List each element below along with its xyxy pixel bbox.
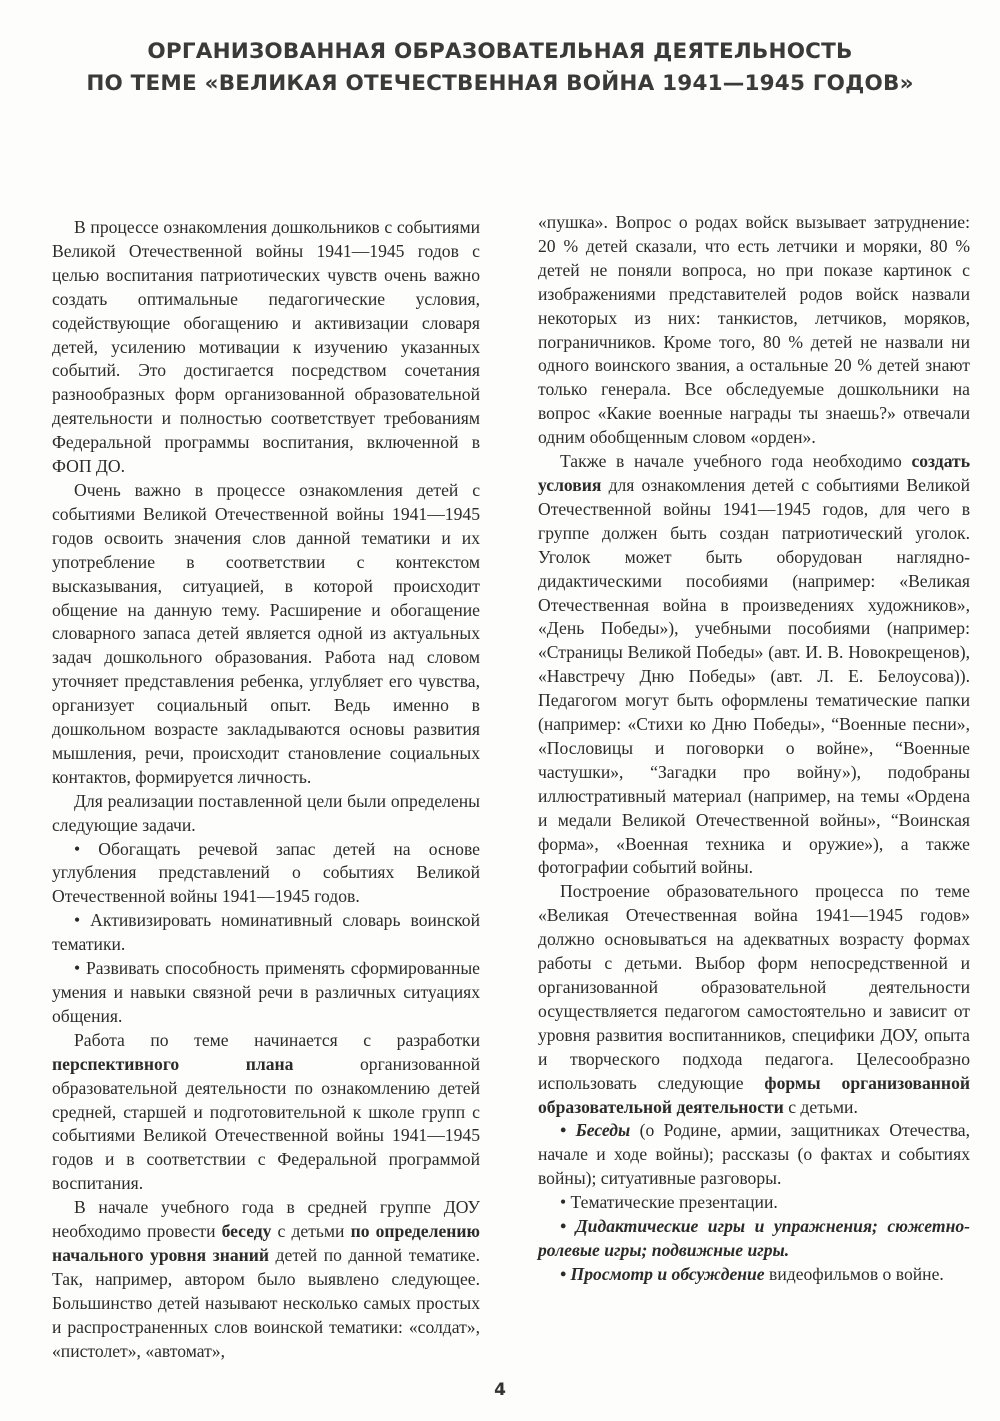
- paragraph: [52, 1029, 480, 1196]
- left-column: [52, 216, 480, 1364]
- list-item: • Активизировать номинативный словарь воинской тематики.: [52, 910, 480, 955]
- text-run: Работа по теме начинается с разработки: [74, 1029, 480, 1050]
- text-run: В начале учебного года в средней группе ДОУ необходимо провести: [52, 1197, 480, 1242]
- bold-term: по определению начального уровня знаний: [52, 1221, 481, 1265]
- list-item: • Тематические презентации.: [560, 1192, 778, 1213]
- bold-term: формы организованной образовательной деятельности: [538, 1072, 970, 1117]
- page-number: 4: [494, 1380, 506, 1400]
- list-item: • Обогащать речевой запас детей на основе углубления представлений о событиях Великой Отечественной войны 1941—1945 годов.: [52, 838, 480, 907]
- paragraph: Для реализации поставленной цели были определены следующие задачи.: [52, 790, 480, 835]
- list-item: • Дидактические игры и упражнения; сюжетно-ролевые игры; подвижные игры.: [538, 1216, 970, 1260]
- text-run: Построение образовательного процесса по теме «Великая Отечественная война 1941—1945 годов» должно основываться на адекватных возрасту формах работы с детьми. Выбор форм непосредственной и организованной образовательной деятельности осуществляется педагогом самостоятельно и зависит от уровня развития воспитанников, специфики ДОУ, опыта и творческого подхода педагога. Целесообразно использовать следующие: [538, 881, 970, 1093]
- paragraph: «пушка». Вопрос о родах войск вызывает затруднение: 20 % детей сказали, что есть летчики и моряки, 80 % детей не поняли вопроса, но при показе картинок с изображениями представителей родов войск назвали некоторых из них: танкистов, летчиков, моряков, пограничников. Кроме того, 80 % детей не назвали ни одного воинского звания, а остальные 20 % детей знают только генерала. Все обследуемые дошкольники на вопрос «Какие военные награды ты знаешь?» отвечали одним обобщенным словом «орден».: [538, 212, 970, 448]
- text-run: (о Родине, армии, защитниках Отечества, начале и ходе войны); рассказы (о фактах и событиях войны); ситуативные разговоры.: [538, 1120, 970, 1189]
- page-title: [0, 36, 1000, 100]
- list-item: • Развивать способность применять сформированные умения и навыки связной речи в различных ситуациях общения.: [52, 958, 480, 1026]
- text-run: видеофильмов о войне.: [764, 1263, 944, 1284]
- title-line-1: ОРГАНИЗОВАННАЯ ОБРАЗОВАТЕЛЬНАЯ ДЕЯТЕЛЬНОСТЬ: [147, 39, 853, 64]
- bold-term: перспективного плана: [52, 1053, 294, 1074]
- paragraph: В процессе ознакомления дошкольников с событиями Великой Отечественной войны 1941—1945 годов с целью воспитания патриотических чувств очень важно создать оптимальные педагогические условия, содействующие обогащению и активизации словаря детей, усилению мотивации к изучению указанных событий. Это достигается посредством сочетания разнообразных форм организованной образовательной деятельности и полностью соответствует требованиям Федеральной программы воспитания, включенной в ФОП ДО.: [52, 217, 480, 477]
- title-line-2: ПО ТЕМЕ «ВЕЛИКАЯ ОТЕЧЕСТВЕННАЯ ВОЙНА 1941—1945 ГОДОВ»: [86, 71, 914, 96]
- paragraph: [538, 450, 970, 880]
- right-column: [538, 211, 970, 1287]
- bold-term: беседу: [221, 1221, 272, 1242]
- text-run: Также в начале учебного года необходимо: [560, 451, 912, 472]
- text-run: детей по данной тематике. Так, например, автором было выявлено следующее. Большинство детей называют несколько самых простых и распространенных слов воинской тематики: «солдат», «пистолет», «автомат»,: [52, 1244, 480, 1361]
- paragraph: Очень важно в процессе ознакомления детей с событиями Великой Отечественной войны 1941—1945 годов освоить значения слов данной тематики и их употребление в соответствии с контекстом высказывания, ситуацией, в которой происходит общение на данную тему. Расширение и обогащение словарного запаса детей является одной из актуальных задач дошкольного образования. Работа над словом уточняет представления ребенка, углубляет его чувства, организует социальный опыт. Ведь именно в дошкольном возрасте закладываются основы развития мышления, речи, происходит становление социальных контактов, формируется личность.: [52, 479, 480, 787]
- paragraph: [538, 880, 970, 1119]
- list-item: [538, 1119, 970, 1191]
- text-run: с детьми.: [783, 1096, 858, 1117]
- bold-italic-term: • Беседы: [560, 1120, 631, 1141]
- text-run: для ознакомления детей с событиями Великой Отечественной войны 1941—1945 годов, для чего в группе должен быть создан патриотический уголок. Уголок может быть оборудован наглядно-дидактическими пособиями (например: «Великая Отечественная война в произведениях художников», «День Победы»), учебными пособиями (например: «Страницы Великой Победы» (авт. И. В. Новокрещенов), «Навстречу Дню Победы» (авт. Л. Е. Белоусова)). Педагогом могут быть оформлены тематические папки (например: «Стихи ко Дню Победы», “Военные песни», «Пословицы и поговорки о войне», “Военные частушки», “Загадки про войну»), подобраны иллюстративный материал (например, на темы «Ордена и медали Великой Отечественной войны», “Воинская форма», «Военная техника и оружие»), а также фотографии событий войны.: [538, 474, 970, 878]
- bold-italic-term: • Просмотр и обсуждение: [560, 1263, 765, 1284]
- bold-term: создать условия: [538, 451, 970, 495]
- paragraph: [52, 1196, 480, 1363]
- list-item: [538, 1263, 970, 1287]
- text-run: организованной образовательной деятельности по ознакомлению детей средней, старшей и подготовительной к школе групп с событиями Великой Отечественной войны 1941—1945 годов и в соответствии с Федеральной программой воспитания.: [52, 1053, 480, 1194]
- text-run: с детьми: [271, 1221, 351, 1242]
